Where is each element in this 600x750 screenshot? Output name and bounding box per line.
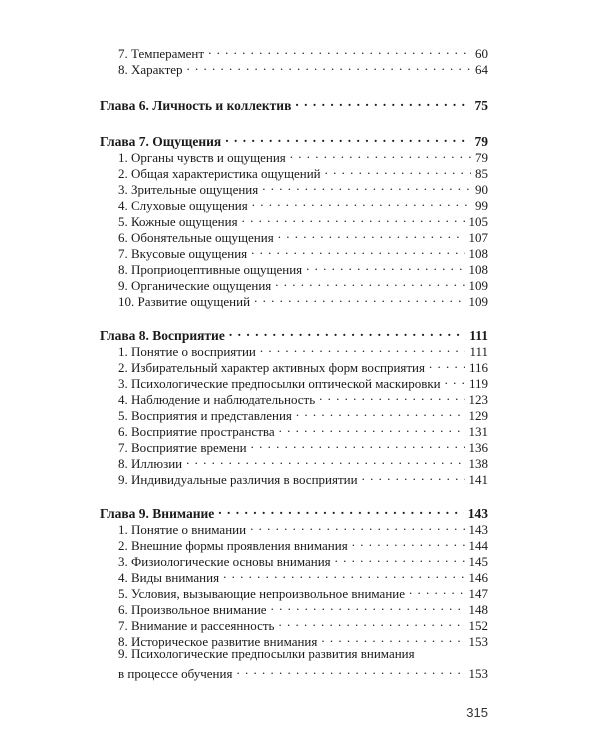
chapter-page: 143: [467, 506, 488, 521]
toc-item-label: 9. Индивидуальные различия в восприятии: [118, 472, 358, 487]
chapter-title: Глава 8. Восприятие: [100, 328, 225, 343]
dot-leader: [252, 194, 471, 210]
toc-item-multiline-first[interactable]: [100, 646, 488, 662]
dot-leader: [278, 226, 465, 242]
toc-item-label: 6. Произвольное внимание: [118, 602, 267, 617]
toc-item-page: 146: [468, 570, 488, 585]
toc-item-label: 1. Понятие о внимании: [118, 522, 247, 537]
toc-item-label: 9. Психологические предпосылки развития внимания: [118, 646, 415, 661]
dot-leader: [325, 162, 471, 178]
toc-item-label: 3. Психологические предпосылки оптической маскировки: [118, 376, 441, 391]
toc-item-label: 7. Вкусовые ощущения: [118, 246, 248, 261]
table-of-contents: [100, 42, 488, 681]
toc-item-page: 144: [468, 538, 488, 553]
toc-item[interactable]: [100, 42, 488, 61]
toc-item-page: 60: [475, 46, 488, 61]
toc-item-page: 107: [468, 230, 488, 245]
toc-item-label: 2. Общая характеристика ощущений: [118, 166, 321, 181]
dot-leader: [278, 614, 464, 630]
toc-item-page: 145: [468, 554, 488, 569]
dot-leader: [445, 372, 465, 388]
dot-leader: [250, 518, 464, 534]
dot-leader: [218, 502, 463, 518]
toc-item-label: 7. Внимание и рассеянность: [118, 618, 275, 633]
toc-chapter-9[interactable]: [100, 502, 488, 521]
toc-item-page: 129: [468, 408, 488, 423]
chapter-page: 111: [469, 328, 488, 343]
toc-item-label: 3. Физиологические основы внимания: [118, 554, 331, 569]
dot-leader: [275, 274, 464, 290]
toc-chapter-6[interactable]: [100, 94, 488, 113]
chapter-page: 79: [474, 134, 488, 149]
dot-leader: [319, 388, 464, 404]
toc-item-page: 143: [468, 522, 488, 537]
dot-leader: [279, 420, 465, 436]
dot-leader: [321, 630, 464, 646]
toc-item-page: 116: [468, 360, 488, 375]
toc-item-page: 119: [468, 376, 488, 391]
toc-item-label: 8. Характер: [118, 62, 183, 77]
toc-item-page: 148: [468, 602, 488, 617]
toc-item-page: 99: [475, 198, 488, 213]
toc-item-label: 1. Понятие о восприятии: [118, 344, 256, 359]
toc-chapter-7[interactable]: [100, 130, 488, 149]
toc-item-page: 79: [475, 150, 488, 165]
toc-item-label: 7. Темперамент: [118, 46, 205, 61]
toc-item-page: 105: [468, 214, 488, 229]
chapter-title: Глава 9. Внимание: [100, 506, 215, 521]
toc-item-page: 147: [468, 586, 488, 601]
dot-leader: [429, 356, 465, 372]
dot-leader: [296, 404, 465, 420]
toc-item-page: 90: [475, 182, 488, 197]
toc-item-label: 8. Иллюзии: [118, 456, 183, 471]
dot-leader: [306, 258, 464, 274]
toc-item-label: 10. Развитие ощущений: [118, 294, 251, 309]
toc-item-page: 85: [475, 166, 488, 181]
toc-item-label: 6. Обонятельные ощущения: [118, 230, 274, 245]
dot-leader: [251, 436, 465, 452]
chapter-title: Глава 6. Личность и коллектив: [100, 98, 292, 113]
toc-item-label: 4. Виды внимания: [118, 570, 220, 585]
toc-item-page: 153: [468, 634, 488, 649]
toc-item-label: 3. Зрительные ощущения: [118, 182, 259, 197]
dot-leader: [251, 242, 464, 258]
dot-leader: [186, 452, 464, 468]
toc-item-multiline-second[interactable]: [100, 662, 488, 681]
dot-leader: [242, 210, 465, 226]
dot-leader: [225, 130, 470, 146]
dot-leader: [229, 324, 465, 340]
dot-leader: [290, 146, 471, 162]
toc-item-page: 153: [468, 666, 488, 681]
dot-leader: [335, 550, 465, 566]
toc-item-label: 1. Органы чувств и ощущения: [118, 150, 286, 165]
chapter-title: Глава 7. Ощущения: [100, 134, 222, 149]
toc-item-page: 152: [468, 618, 488, 633]
dot-leader: [187, 58, 471, 74]
toc-item-label: 5. Условия, вызывающие непроизвольное внимание: [118, 586, 406, 601]
dot-leader: [260, 340, 466, 356]
page-number: 315: [466, 705, 488, 720]
dot-leader: [409, 582, 464, 598]
dot-leader: [254, 290, 464, 306]
toc-item-label: 6. Восприятие пространства: [118, 424, 275, 439]
toc-item-page: 141: [468, 472, 488, 487]
toc-item-label: 4. Слуховые ощущения: [118, 198, 248, 213]
toc-item-page: 108: [468, 262, 488, 277]
toc-item-label: 5. Кожные ощущения: [118, 214, 238, 229]
dot-leader: [271, 598, 465, 614]
toc-item-label: 4. Наблюдение и наблюдательность: [118, 392, 316, 407]
dot-leader: [352, 534, 465, 550]
toc-item-page: 109: [468, 278, 488, 293]
dot-leader: [236, 662, 464, 678]
chapter-page: 75: [474, 98, 488, 113]
toc-item-label: 2. Внешние формы проявления внимания: [118, 538, 348, 553]
toc-item-label: 8. Историческое развитие внимания: [118, 634, 318, 649]
dot-leader: [223, 566, 464, 582]
toc-chapter-8[interactable]: [100, 324, 488, 343]
toc-item-label-continued: в процессе обучения: [118, 666, 233, 681]
toc-item-label: 2. Избирательный характер активных форм восприятия: [118, 360, 425, 375]
toc-item-page: 108: [468, 246, 488, 261]
toc-item-page: 138: [468, 456, 488, 471]
toc-item-page: 136: [468, 440, 488, 455]
toc-item-label: 8. Проприоцептивные ощущения: [118, 262, 303, 277]
toc-item-label: 5. Восприятия и представления: [118, 408, 292, 423]
dot-leader: [262, 178, 471, 194]
toc-item-label: 9. Органические ощущения: [118, 278, 272, 293]
dot-leader: [208, 42, 471, 58]
toc-item-page: 123: [468, 392, 488, 407]
toc-item-label: 7. Восприятие времени: [118, 440, 247, 455]
dot-leader: [362, 468, 465, 484]
dot-leader: [295, 94, 470, 110]
toc-item-page: 64: [475, 62, 488, 77]
toc-item-page: 131: [468, 424, 488, 439]
toc-item-page: 109: [468, 294, 488, 309]
toc-item-page: 111: [469, 344, 488, 359]
